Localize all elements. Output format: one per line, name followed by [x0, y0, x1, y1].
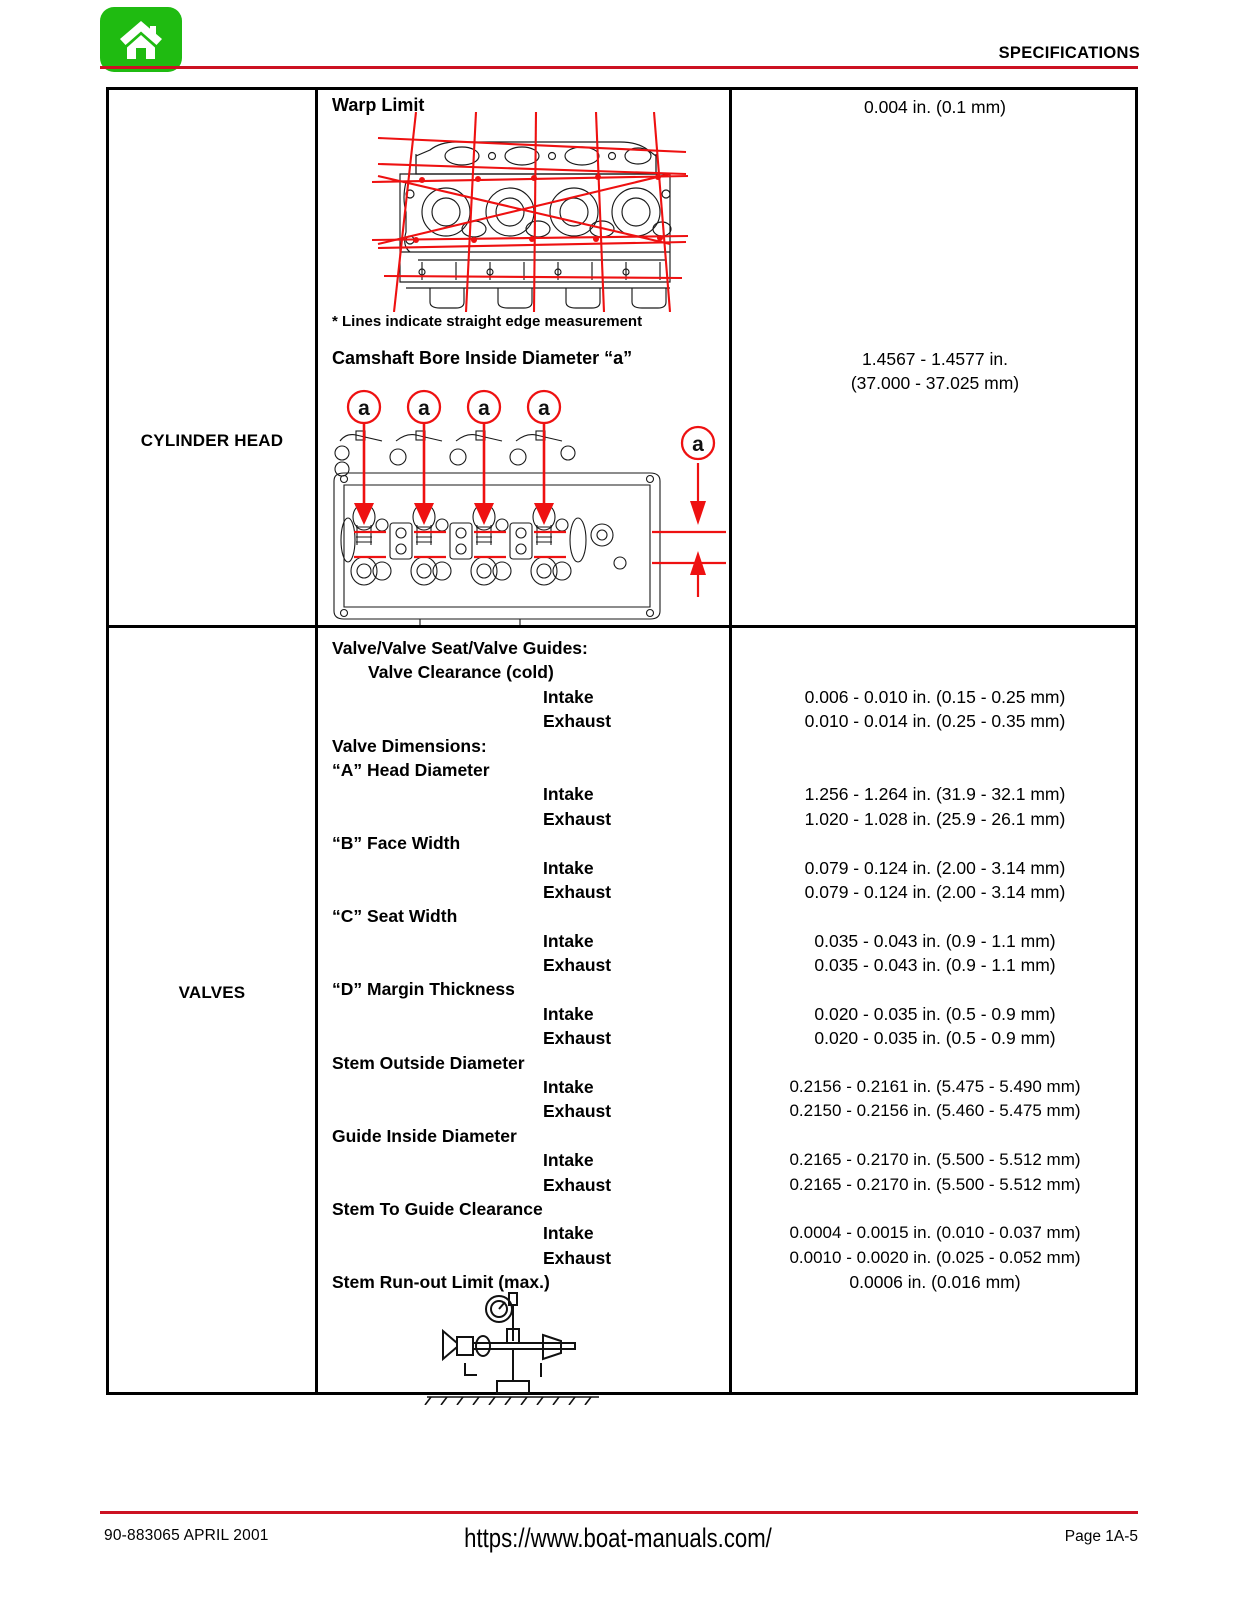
- valve-item-label: Stem Outside Diameter: [332, 1052, 525, 1073]
- valve-item-label: Intake: [543, 857, 594, 878]
- valve-item-value: 0.0004 - 0.0015 in. (0.010 - 0.037 mm): [789, 1223, 1081, 1243]
- svg-text:a: a: [538, 397, 550, 420]
- valve-item-label: “B” Face Width: [332, 833, 461, 854]
- valve-item-label: Intake: [543, 930, 594, 951]
- valve-item-label: “D” Margin Thickness: [332, 979, 515, 1000]
- valve-item-value: [732, 977, 1138, 1001]
- valve-item-label: “C” Seat Width: [332, 906, 458, 927]
- valve-item-value: 0.2156 - 0.2161 in. (5.475 - 5.490 mm): [789, 1077, 1081, 1097]
- valve-item-value: 0.020 - 0.035 in. (0.5 - 0.9 mm): [814, 1028, 1056, 1049]
- valve-item-label: Stem Run-out Limit (max.): [332, 1272, 550, 1293]
- valve-item-label: Exhaust: [543, 808, 612, 829]
- valve-item-label: Intake: [543, 686, 594, 707]
- valve-item-value: 0.2165 - 0.2170 in. (5.500 - 5.512 mm): [789, 1174, 1081, 1194]
- valve-item-value: 0.0010 - 0.0020 in. (0.025 - 0.052 mm): [789, 1247, 1081, 1267]
- valve-item-label: Exhaust: [543, 881, 612, 902]
- valve-item-label: Intake: [543, 1150, 594, 1171]
- valve-item-label: Valve Clearance (cold): [368, 662, 554, 683]
- value-column: [732, 90, 1138, 1392]
- valve-item-label: Exhaust: [543, 1101, 612, 1122]
- valve-item-label: Valve Dimensions:: [332, 735, 487, 756]
- svg-text:a: a: [358, 397, 370, 420]
- valve-item-value: 0.079 - 0.124 in. (2.00 - 3.14 mm): [804, 857, 1066, 878]
- valve-item-value: [732, 734, 1138, 758]
- valve-item-label: Exhaust: [543, 955, 612, 976]
- home-icon[interactable]: [100, 7, 182, 72]
- row-label-cylinder-head: CYLINDER HEAD: [140, 431, 284, 450]
- page-title: SPECIFICATIONS: [998, 44, 1140, 62]
- valve-item-label: Exhaust: [543, 711, 612, 732]
- valve-item-value: [732, 758, 1138, 782]
- warp-limit-title: Warp Limit: [332, 95, 425, 115]
- footer-page-number: Page 1A-5: [1064, 1528, 1138, 1545]
- valve-item-value: 0.020 - 0.035 in. (0.5 - 0.9 mm): [814, 1003, 1056, 1024]
- valve-item-label: Stem To Guide Clearance: [332, 1198, 543, 1219]
- valve-item-label: “A” Head Diameter: [332, 759, 490, 780]
- valve-item-value: 0.0006 in. (0.016 mm): [849, 1272, 1021, 1293]
- valve-item-value: [732, 636, 1138, 660]
- description-column: [318, 90, 729, 1392]
- valves-value-list: [732, 636, 1138, 1295]
- svg-text:a: a: [478, 397, 490, 420]
- valve-item-label: Exhaust: [543, 1247, 612, 1268]
- svg-text:a: a: [692, 433, 704, 456]
- valve-item-value: 0.035 - 0.043 in. (0.9 - 1.1 mm): [814, 930, 1056, 951]
- valve-item-value: [732, 660, 1138, 684]
- camshaft-bore-value: [732, 347, 1138, 396]
- footer-url[interactable]: https://www.boat-manuals.com/: [464, 1523, 772, 1553]
- valve-item-value: 0.006 - 0.010 in. (0.15 - 0.25 mm): [804, 686, 1066, 707]
- valve-item-value: 0.079 - 0.124 in. (2.00 - 3.14 mm): [804, 881, 1066, 902]
- valve-item-value: 0.2150 - 0.2156 in. (5.460 - 5.475 mm): [789, 1101, 1081, 1121]
- camshaft-bore-diagram: [320, 385, 726, 630]
- camshaft-bore-value-mm: (37.000 - 37.025 mm): [850, 373, 1020, 394]
- camshaft-bore-title: Camshaft Bore Inside Diameter “a”: [332, 348, 633, 368]
- cylinder-head-warp-diagram: [370, 112, 690, 317]
- valve-item-value: 0.2165 - 0.2170 in. (5.500 - 5.512 mm): [789, 1150, 1081, 1170]
- footer-part-number: 90-883065 APRIL 2001: [104, 1527, 269, 1544]
- valve-item-label: Guide Inside Diameter: [332, 1125, 517, 1146]
- valve-item-value: [732, 1197, 1138, 1221]
- header-rule: [100, 66, 1138, 69]
- specifications-table: [106, 87, 1138, 1395]
- straight-edge-note: * Lines indicate straight edge measurement: [332, 313, 643, 330]
- page-header: [0, 0, 1236, 72]
- valve-item-value: [732, 831, 1138, 855]
- valve-item-value: 1.020 - 1.028 in. (25.9 - 26.1 mm): [804, 808, 1066, 829]
- valve-item-value: 0.010 - 0.014 in. (0.25 - 0.35 mm): [804, 711, 1066, 732]
- valve-item-label: Valve/Valve Seat/Valve Guides:: [332, 638, 588, 658]
- valve-item-label: Intake: [543, 1003, 594, 1024]
- valve-item-label: Intake: [543, 1077, 594, 1098]
- valve-item-label: Exhaust: [543, 1174, 612, 1195]
- row-label-valves: VALVES: [178, 983, 246, 1002]
- valve-item-value: 0.035 - 0.043 in. (0.9 - 1.1 mm): [814, 955, 1056, 976]
- footer-rule: [100, 1511, 1138, 1514]
- svg-text:a: a: [418, 397, 430, 420]
- valve-item-value: [732, 1051, 1138, 1075]
- camshaft-bore-value-in: 1.4567 - 1.4577 in.: [862, 349, 1008, 369]
- valves-label-list: [328, 636, 728, 1295]
- valve-item-value: [732, 904, 1138, 928]
- dial-gauge-runout-diagram: [413, 1285, 613, 1410]
- valve-item-label: Exhaust: [543, 1028, 612, 1049]
- warp-limit-value: 0.004 in. (0.1 mm): [864, 97, 1006, 117]
- valve-item-value: [732, 1124, 1138, 1148]
- valve-item-label: Intake: [543, 1223, 594, 1244]
- valve-item-label: Intake: [543, 784, 594, 805]
- valve-item-value: 1.256 - 1.264 in. (31.9 - 32.1 mm): [804, 784, 1066, 805]
